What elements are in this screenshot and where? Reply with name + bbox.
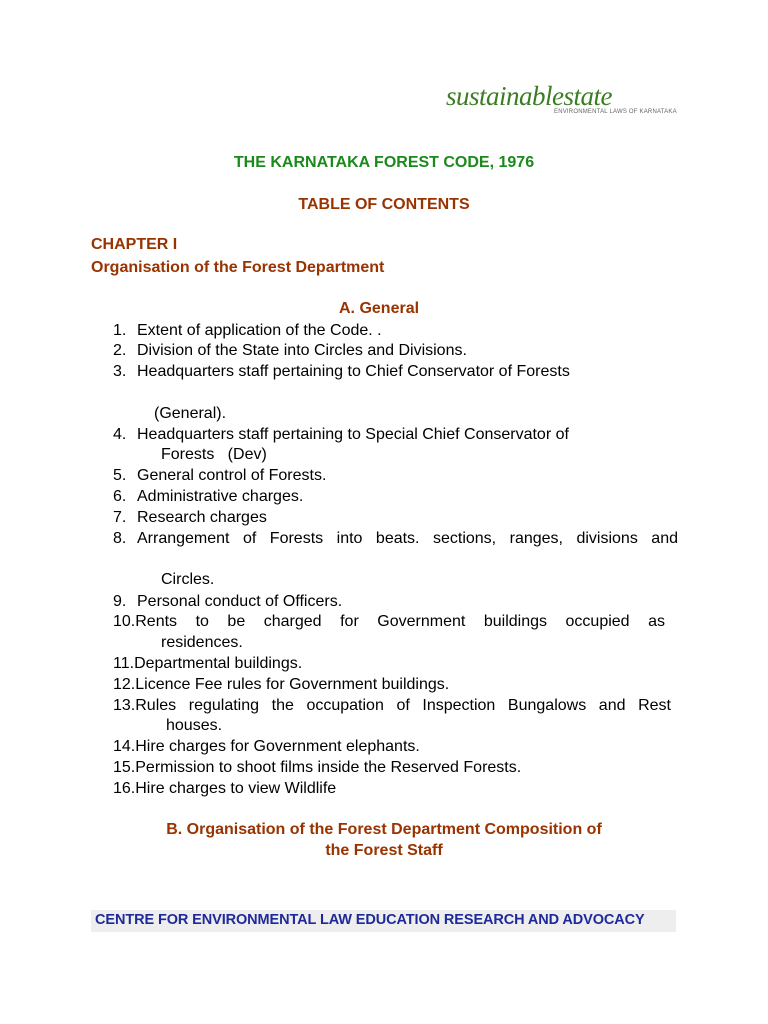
item-text: Arrangement of Forests into beats. sections, ranges, divisions and: [137, 530, 678, 547]
item-text: Rents to be charged for Government buildings occupied as: [135, 613, 665, 630]
logo-wordmark: sustainablestate: [446, 81, 612, 111]
item-number: 1.: [113, 322, 127, 339]
item-text: Administrative charges.: [137, 488, 304, 505]
item-text: Division of the State into Circles and Divisions.: [137, 342, 467, 359]
section-b-heading-line1: B. Organisation of the Forest Department Composition of: [166, 821, 602, 838]
item-number: 11.: [113, 655, 135, 672]
list-item: [113, 321, 382, 341]
item-text: Headquarters staff pertaining to Chief Conservator of Forests: [137, 363, 570, 380]
item-text: Headquarters staff pertaining to Special Chief Conservator of: [137, 426, 569, 443]
list-item: [113, 737, 420, 757]
item-number: 6.: [113, 488, 127, 505]
item-number: 3.: [113, 363, 127, 380]
list-item: [113, 341, 467, 361]
list-item: [113, 654, 302, 674]
list-item: [113, 612, 665, 632]
list-item: [113, 696, 671, 716]
item-text: Research charges: [137, 509, 267, 526]
list-item: [113, 487, 303, 507]
list-item: [113, 466, 326, 486]
item-text: General control of Forests.: [137, 467, 327, 484]
section-b-heading-line2: the Forest Staff: [325, 842, 443, 859]
item-continuation: houses.: [166, 717, 223, 734]
list-item: [113, 675, 449, 695]
toc-heading: TABLE OF CONTENTS: [298, 196, 470, 213]
section-a-heading: A. General: [339, 300, 420, 317]
item-number: 10.: [113, 613, 136, 630]
item-text: Personal conduct of Officers.: [137, 593, 343, 610]
item-text: Extent of application of the Code. .: [137, 322, 382, 339]
item-text: Hire charges for Government elephants.: [135, 738, 420, 755]
item-number: 8.: [113, 530, 127, 547]
item-number: 7.: [113, 509, 127, 526]
item-continuation: Forests (Dev): [161, 446, 267, 463]
item-number: 5.: [113, 467, 127, 484]
item-continuation: (General).: [154, 405, 227, 422]
item-text: Licence Fee rules for Government buildings.: [135, 676, 450, 693]
list-item: [113, 779, 336, 799]
document-title: THE KARNATAKA FOREST CODE, 1976: [233, 154, 535, 171]
list-item: [113, 529, 678, 549]
logo-tagline: ENVIRONMENTAL LAWS OF KARNATAKA: [554, 109, 677, 115]
footer-banner: [91, 910, 676, 932]
item-text: Departmental buildings.: [134, 655, 303, 672]
item-number: 4.: [113, 426, 127, 443]
item-number: 2.: [113, 342, 127, 359]
chapter-title: Organisation of the Forest Department: [91, 259, 385, 276]
chapter-label: CHAPTER I: [91, 236, 178, 253]
item-number: 12.: [113, 676, 136, 693]
item-number: 9.: [113, 593, 127, 610]
item-continuation: residences.: [161, 634, 243, 651]
item-number: 13.: [113, 697, 136, 714]
list-item: [113, 362, 570, 382]
sustainablestate-logo: [446, 82, 676, 118]
list-item: [113, 425, 569, 445]
list-item: [113, 508, 267, 528]
footer-text: CENTRE FOR ENVIRONMENTAL LAW EDUCATION RESEARCH AND ADVOCACY: [95, 912, 645, 928]
item-number: 15.: [113, 759, 136, 776]
item-number: 14.: [113, 738, 136, 755]
item-text: Rules regulating the occupation of Inspection Bungalows and Rest: [135, 697, 671, 714]
list-item: [113, 758, 521, 778]
item-number: 16.: [113, 780, 136, 797]
list-item: [113, 592, 342, 612]
item-text: Permission to shoot films inside the Reserved Forests.: [135, 759, 522, 776]
item-continuation: Circles.: [161, 571, 215, 588]
item-text: Hire charges to view Wildlife: [135, 780, 337, 797]
